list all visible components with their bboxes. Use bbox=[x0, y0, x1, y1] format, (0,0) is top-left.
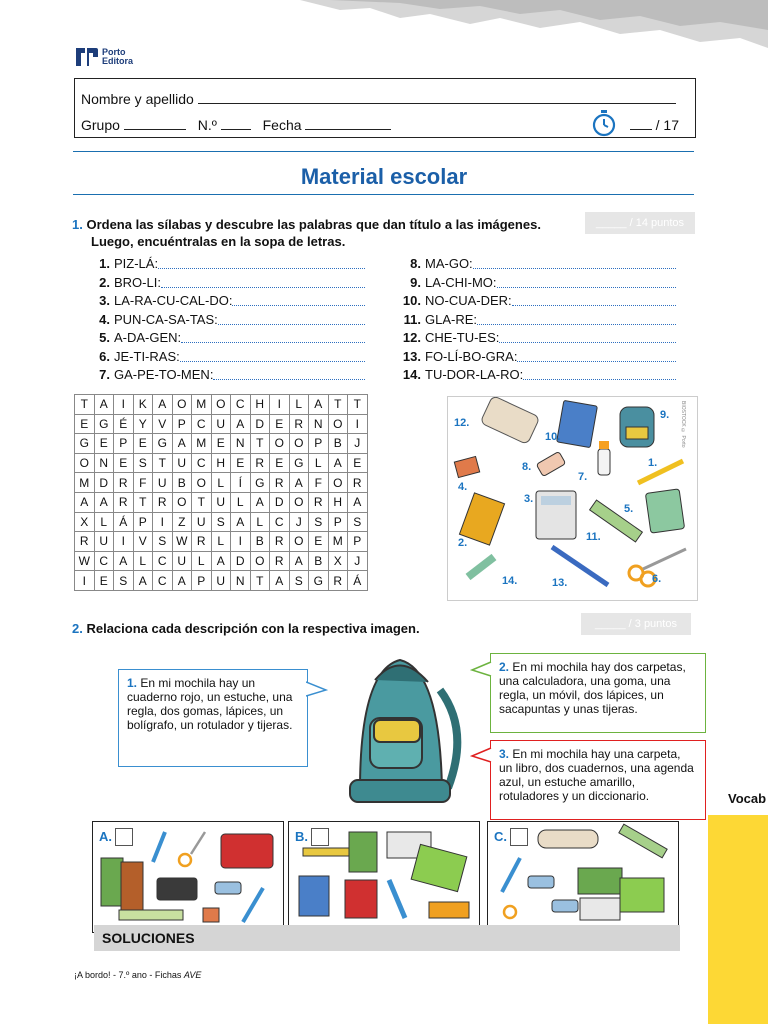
syllable-item-number: 14. bbox=[402, 367, 421, 382]
word-search-cell[interactable]: O bbox=[192, 473, 212, 493]
word-search-cell[interactable]: O bbox=[289, 492, 309, 512]
bubble2-text: En mi mochila hay dos carpetas, una calculadora, una goma, una regla, un móvil, dos lápices, un sacapuntas y unas tijeras. bbox=[499, 660, 686, 716]
title-rule-top bbox=[73, 151, 694, 152]
syllable-item-number: 2. bbox=[99, 274, 110, 290]
porto-editora-logo-icon bbox=[76, 48, 98, 66]
word-search-cell[interactable]: P bbox=[328, 512, 348, 532]
word-search-grid bbox=[74, 394, 368, 591]
exercise1-number: 1. bbox=[72, 217, 83, 232]
word-search-row bbox=[75, 532, 368, 552]
word-search-cell[interactable]: A bbox=[211, 551, 231, 571]
answer-line[interactable] bbox=[497, 275, 676, 288]
word-search-cell[interactable]: R bbox=[153, 492, 173, 512]
option-box-b bbox=[288, 821, 480, 933]
syllable-item bbox=[395, 275, 676, 294]
word-search-cell[interactable]: A bbox=[328, 453, 348, 473]
syllable-item bbox=[84, 256, 365, 275]
syllable-item-text: LA-RA-CU-CAL-DO: bbox=[114, 293, 233, 308]
word-search-cell[interactable]: O bbox=[75, 453, 95, 473]
word-search-cell[interactable]: J bbox=[348, 551, 368, 571]
word-search-row bbox=[75, 453, 368, 473]
exercise2-points-box[interactable]: _____ / 3 puntos bbox=[581, 613, 691, 635]
picture-label-4: 4. bbox=[458, 481, 468, 493]
answer-line[interactable] bbox=[158, 256, 365, 269]
option-box-c bbox=[487, 821, 679, 933]
word-search-cell[interactable]: N bbox=[231, 434, 251, 454]
word-search-cell[interactable]: A bbox=[153, 395, 173, 415]
name-label: Nombre y apellido bbox=[81, 91, 194, 107]
exercise1-text-line1: Ordena las sílabas y descubre las palabras que dan título a las imágenes. bbox=[86, 217, 541, 232]
word-search-cell[interactable]: A bbox=[172, 434, 192, 454]
word-search-cell[interactable]: E bbox=[75, 414, 95, 434]
word-search-cell[interactable]: U bbox=[172, 453, 192, 473]
word-search-cell[interactable]: T bbox=[133, 492, 153, 512]
word-search-row bbox=[75, 571, 368, 591]
footer-italic: AVE bbox=[183, 970, 202, 980]
word-search-cell[interactable]: T bbox=[250, 434, 270, 454]
word-search-cell[interactable]: L bbox=[192, 551, 212, 571]
word-search-cell[interactable]: H bbox=[211, 453, 231, 473]
syllable-item-text: LA-CHI-MO: bbox=[425, 274, 497, 290]
picture-label-3: 3. bbox=[524, 493, 534, 505]
number-label: N.º bbox=[197, 117, 217, 133]
publisher-logo bbox=[76, 48, 133, 66]
answer-line[interactable] bbox=[523, 367, 676, 380]
syllable-item-text: MA-GO: bbox=[425, 256, 473, 271]
word-search-cell[interactable]: E bbox=[94, 571, 114, 591]
picture-credit: BIOSTOCK © Porto bbox=[680, 401, 686, 448]
side-tab-label: Vocab bbox=[728, 791, 767, 806]
exercise2-text: Relaciona cada descripción con la respectiva imagen. bbox=[86, 621, 420, 636]
word-search-cell[interactable]: E bbox=[133, 434, 153, 454]
word-search-cell[interactable]: L bbox=[309, 453, 329, 473]
word-search-cell[interactable]: M bbox=[192, 395, 212, 415]
answer-line[interactable] bbox=[181, 330, 365, 343]
word-search-cell[interactable]: I bbox=[75, 571, 95, 591]
syllable-item bbox=[84, 312, 365, 331]
syllable-item bbox=[84, 275, 365, 294]
option-a-items bbox=[93, 822, 283, 932]
school-supplies-picture bbox=[447, 396, 698, 601]
exercise1-instructions bbox=[72, 216, 582, 250]
syllable-list-left bbox=[84, 256, 365, 386]
syllable-item-number: 3. bbox=[99, 293, 110, 308]
syllable-item-number: 8. bbox=[410, 256, 421, 271]
picture-label-11: 11. bbox=[586, 531, 601, 543]
word-search-cell[interactable]: B bbox=[309, 551, 329, 571]
word-search-cell[interactable]: D bbox=[94, 473, 114, 493]
word-search-cell[interactable]: L bbox=[231, 492, 251, 512]
group-label: Grupo bbox=[81, 117, 120, 133]
word-search-row bbox=[75, 395, 368, 415]
word-search-cell[interactable]: A bbox=[250, 492, 270, 512]
syllable-item bbox=[395, 312, 676, 331]
word-search-row bbox=[75, 414, 368, 434]
syllable-item bbox=[84, 349, 365, 368]
word-search-cell[interactable]: T bbox=[75, 395, 95, 415]
syllable-item bbox=[395, 367, 676, 386]
word-search-cell[interactable]: I bbox=[114, 532, 134, 552]
word-search-cell[interactable]: M bbox=[328, 532, 348, 552]
option-box-a bbox=[92, 821, 284, 933]
option-c-letter: C. bbox=[494, 829, 507, 845]
word-search-cell[interactable]: G bbox=[75, 434, 95, 454]
description-bubble-3 bbox=[490, 740, 706, 820]
word-search-cell[interactable]: K bbox=[133, 395, 153, 415]
word-search-cell[interactable]: I bbox=[114, 395, 134, 415]
syllable-item bbox=[395, 293, 676, 312]
exercise1-points-box[interactable]: _____ / 14 puntos bbox=[585, 212, 695, 234]
score-total: / 17 bbox=[655, 117, 679, 133]
word-search-cell[interactable]: U bbox=[211, 414, 231, 434]
word-search-cell[interactable]: T bbox=[192, 492, 212, 512]
score-area bbox=[630, 117, 679, 133]
word-search-cell[interactable]: C bbox=[231, 395, 251, 415]
page-title: Material escolar bbox=[300, 164, 468, 189]
word-search-cell[interactable]: C bbox=[270, 512, 290, 532]
word-search-cell[interactable]: N bbox=[309, 414, 329, 434]
word-search-cell[interactable]: I bbox=[231, 532, 251, 552]
exercise2-instructions bbox=[72, 620, 420, 637]
syllable-item-number: 7. bbox=[99, 367, 110, 382]
word-search-cell[interactable]: O bbox=[172, 395, 192, 415]
word-search-cell[interactable]: R bbox=[328, 571, 348, 591]
word-search-cell[interactable]: A bbox=[94, 492, 114, 512]
syllable-item bbox=[395, 256, 676, 275]
word-search-cell[interactable]: S bbox=[309, 512, 329, 532]
word-search-cell[interactable]: X bbox=[75, 512, 95, 532]
word-search-cell[interactable]: A bbox=[94, 395, 114, 415]
word-search-cell[interactable]: D bbox=[231, 551, 251, 571]
word-search-cell[interactable]: E bbox=[270, 453, 290, 473]
word-search-row bbox=[75, 512, 368, 532]
answer-line[interactable] bbox=[499, 330, 676, 343]
syllable-item bbox=[395, 349, 676, 368]
word-search-cell[interactable]: E bbox=[211, 434, 231, 454]
word-search-cell[interactable]: O bbox=[328, 414, 348, 434]
word-search-cell[interactable]: U bbox=[211, 492, 231, 512]
word-search-cell[interactable]: R bbox=[270, 532, 290, 552]
word-search-cell[interactable]: R bbox=[270, 551, 290, 571]
word-search-cell[interactable]: V bbox=[133, 532, 153, 552]
exercise1-points: / 14 puntos bbox=[629, 217, 685, 229]
word-search-cell[interactable]: Í bbox=[231, 473, 251, 493]
word-search-cell[interactable]: R bbox=[250, 453, 270, 473]
word-search-cell[interactable]: Z bbox=[172, 512, 192, 532]
word-search-cell[interactable]: W bbox=[172, 532, 192, 552]
group-row bbox=[81, 117, 391, 133]
word-search-cell[interactable]: H bbox=[328, 492, 348, 512]
word-search-cell[interactable]: A bbox=[289, 473, 309, 493]
option-b-letter: B. bbox=[295, 829, 308, 845]
word-search-cell[interactable]: R bbox=[114, 492, 134, 512]
side-tab-yellow bbox=[708, 815, 768, 1024]
word-search-cell[interactable]: L bbox=[289, 395, 309, 415]
word-search-cell[interactable]: P bbox=[114, 434, 134, 454]
word-search-cell[interactable]: O bbox=[250, 551, 270, 571]
name-field[interactable] bbox=[198, 91, 676, 104]
word-search-cell[interactable]: L bbox=[94, 512, 114, 532]
word-search-cell[interactable]: H bbox=[250, 395, 270, 415]
answer-line[interactable] bbox=[512, 293, 676, 306]
answer-line[interactable] bbox=[232, 293, 365, 306]
word-search-cell[interactable]: A bbox=[270, 571, 290, 591]
word-search-row bbox=[75, 434, 368, 454]
syllable-item-number: 9. bbox=[410, 274, 421, 290]
word-search-cell[interactable]: E bbox=[231, 453, 251, 473]
syllable-item-text: JE-TI-RAS: bbox=[114, 348, 180, 364]
bubble2-number: 2. bbox=[499, 660, 510, 674]
publisher-name-line1: Porto bbox=[102, 47, 126, 57]
word-search-cell[interactable]: S bbox=[153, 532, 173, 552]
syllable-item-number: 11. bbox=[403, 311, 421, 327]
syllable-item-number: 1. bbox=[99, 256, 110, 271]
option-b-items bbox=[289, 822, 479, 932]
word-search-cell[interactable]: M bbox=[192, 434, 212, 454]
syllable-item-text: GA-PE-TO-MEN: bbox=[114, 367, 214, 382]
word-search-cell[interactable]: L bbox=[211, 532, 231, 552]
solutions-label: SOLUCIONES bbox=[102, 930, 195, 946]
syllable-item-text: BRO-LI: bbox=[114, 274, 161, 290]
syllable-item-number: 10. bbox=[402, 293, 421, 308]
word-search-cell[interactable]: N bbox=[231, 571, 251, 591]
backpack-illustration bbox=[320, 640, 480, 810]
word-search-cell[interactable]: G bbox=[250, 473, 270, 493]
word-search-cell[interactable]: A bbox=[75, 492, 95, 512]
group-field[interactable] bbox=[124, 117, 186, 130]
description-bubble-2 bbox=[490, 653, 706, 733]
word-search-cell[interactable]: G bbox=[94, 414, 114, 434]
answer-line[interactable] bbox=[218, 312, 365, 325]
word-search-cell[interactable]: D bbox=[250, 414, 270, 434]
school-supplies-illustration bbox=[448, 397, 697, 600]
syllable-list-right bbox=[395, 256, 676, 386]
word-search-cell[interactable]: F bbox=[133, 473, 153, 493]
word-search-cell[interactable]: Y bbox=[133, 414, 153, 434]
word-search-cell[interactable]: É bbox=[114, 414, 134, 434]
word-search-cell[interactable]: C bbox=[94, 551, 114, 571]
word-search-cell[interactable]: R bbox=[270, 473, 290, 493]
exercise1-text-line2: Luego, encuéntralas en la sopa de letras. bbox=[91, 234, 346, 249]
word-search-cell[interactable]: E bbox=[114, 453, 134, 473]
word-search-cell[interactable]: I bbox=[348, 414, 368, 434]
bubble3-pointer bbox=[470, 746, 492, 766]
word-search-cell[interactable]: L bbox=[211, 473, 231, 493]
word-search-cell[interactable]: T bbox=[250, 571, 270, 591]
word-search-cell[interactable]: O bbox=[270, 434, 290, 454]
word-search-cell[interactable]: G bbox=[289, 453, 309, 473]
word-search-cell[interactable]: A bbox=[172, 571, 192, 591]
word-search-cell[interactable]: S bbox=[133, 453, 153, 473]
picture-label-14: 14. bbox=[502, 575, 518, 587]
date-label: Fecha bbox=[262, 117, 302, 133]
word-search-cell[interactable]: B bbox=[250, 532, 270, 552]
word-search-cell[interactable]: O bbox=[211, 395, 231, 415]
word-search-cell[interactable]: P bbox=[309, 434, 329, 454]
word-search-cell[interactable]: O bbox=[172, 492, 192, 512]
stopwatch-icon bbox=[591, 109, 617, 137]
word-search-cell[interactable]: U bbox=[94, 532, 114, 552]
word-search-cell[interactable]: R bbox=[289, 414, 309, 434]
word-search-cell[interactable]: E bbox=[270, 414, 290, 434]
word-search-cell[interactable]: P bbox=[133, 512, 153, 532]
word-search-cell[interactable]: P bbox=[172, 414, 192, 434]
syllable-item-number: 5. bbox=[99, 330, 110, 345]
word-search-cell[interactable]: A bbox=[348, 492, 368, 512]
picture-label-9: 9. bbox=[660, 409, 670, 421]
syllable-item-text: FO-LÍ-BO-GRA: bbox=[425, 348, 518, 364]
word-search-cell[interactable]: N bbox=[94, 453, 114, 473]
bubble3-number: 3. bbox=[499, 747, 510, 761]
word-search-cell[interactable]: B bbox=[172, 473, 192, 493]
picture-label-7: 7. bbox=[578, 471, 588, 483]
syllable-item-text: TU-DOR-LA-RO: bbox=[425, 367, 524, 382]
bubble3-text: En mi mochila hay una carpeta, un libro, dos cuadernos, una agenda azul, un estuche amarillo, rotuladores y un diccionario. bbox=[499, 747, 694, 803]
word-search-cell[interactable]: O bbox=[289, 532, 309, 552]
syllable-item bbox=[84, 367, 365, 386]
picture-label-2: 2. bbox=[458, 537, 468, 549]
word-search-cell[interactable]: W bbox=[75, 551, 95, 571]
word-search-cell[interactable]: O bbox=[289, 434, 309, 454]
word-search-cell[interactable]: U bbox=[153, 473, 173, 493]
word-search-cell[interactable]: A bbox=[289, 551, 309, 571]
word-search-cell[interactable]: G bbox=[153, 434, 173, 454]
word-search-row bbox=[75, 492, 368, 512]
answer-line[interactable] bbox=[517, 349, 676, 362]
answer-line[interactable] bbox=[477, 312, 676, 325]
syllable-item-text: CHE-TU-ES: bbox=[425, 330, 500, 345]
score-field[interactable] bbox=[630, 117, 652, 130]
picture-label-13: 13. bbox=[552, 577, 568, 589]
word-search-cell[interactable]: A bbox=[231, 512, 251, 532]
word-search-cell[interactable]: A bbox=[114, 551, 134, 571]
syllable-item bbox=[84, 330, 365, 349]
footer-text: ¡A bordo! - 7.º ano - Fichas bbox=[74, 970, 184, 980]
word-search-cell[interactable]: U bbox=[172, 551, 192, 571]
word-search-cell[interactable]: R bbox=[75, 532, 95, 552]
word-search-row bbox=[75, 551, 368, 571]
syllable-item-number: 12. bbox=[402, 330, 421, 345]
word-search-cell[interactable]: E bbox=[309, 532, 329, 552]
word-search-cell[interactable]: T bbox=[348, 395, 368, 415]
answer-line[interactable] bbox=[473, 256, 676, 269]
word-search-cell[interactable]: T bbox=[153, 453, 173, 473]
word-search-cell[interactable]: B bbox=[328, 434, 348, 454]
word-search-cell[interactable]: E bbox=[94, 434, 114, 454]
word-search-cell[interactable]: P bbox=[192, 571, 212, 591]
syllable-item-text: A-DA-GEN: bbox=[114, 330, 182, 345]
syllable-item-text: PIZ-LÁ: bbox=[114, 256, 159, 271]
picture-label-10: 10. bbox=[545, 431, 561, 443]
word-search-cell[interactable]: U bbox=[192, 512, 212, 532]
word-search-cell[interactable]: T bbox=[328, 395, 348, 415]
syllable-item-text: GLA-RE: bbox=[425, 311, 478, 327]
bubble2-pointer bbox=[470, 660, 492, 680]
syllable-item bbox=[84, 293, 365, 312]
student-info-box bbox=[74, 78, 696, 138]
picture-label-5: 5. bbox=[624, 503, 634, 515]
word-search-cell[interactable]: A bbox=[231, 414, 251, 434]
word-search-cell[interactable]: C bbox=[192, 414, 212, 434]
answer-line[interactable] bbox=[213, 367, 365, 380]
date-field[interactable] bbox=[305, 117, 391, 130]
bubble1-text: En mi mochila hay un cuaderno rojo, un estuche, una regla, dos gomas, lápices, un bolígrafo, un rotulador y tijeras. bbox=[127, 676, 293, 732]
number-field[interactable] bbox=[221, 117, 251, 130]
picture-label-6: 6. bbox=[652, 573, 662, 585]
word-search-cell[interactable]: R bbox=[114, 473, 134, 493]
word-search-cell[interactable]: R bbox=[309, 492, 329, 512]
word-search-cell[interactable]: M bbox=[75, 473, 95, 493]
syllable-item-number: 13. bbox=[402, 348, 421, 364]
word-search-cell[interactable]: J bbox=[348, 434, 368, 454]
word-search-cell[interactable]: S bbox=[114, 571, 134, 591]
word-search-cell[interactable]: C bbox=[192, 453, 212, 473]
word-search-cell[interactable]: J bbox=[289, 512, 309, 532]
word-search-cell[interactable]: A bbox=[133, 571, 153, 591]
word-search-cell[interactable]: D bbox=[270, 492, 290, 512]
bubble1-number: 1. bbox=[127, 676, 138, 690]
picture-label-1: 1. bbox=[648, 457, 658, 469]
word-search-cell[interactable]: C bbox=[153, 551, 173, 571]
word-search-cell[interactable]: S bbox=[348, 512, 368, 532]
word-search-cell[interactable]: O bbox=[328, 473, 348, 493]
word-search-cell[interactable]: S bbox=[211, 512, 231, 532]
syllable-item-text: NO-CUA-DER: bbox=[425, 293, 512, 308]
word-search-cell[interactable]: U bbox=[211, 571, 231, 591]
word-search-row bbox=[75, 473, 368, 493]
word-search-cell[interactable]: C bbox=[153, 571, 173, 591]
word-search-cell[interactable]: L bbox=[133, 551, 153, 571]
option-a-letter: A. bbox=[99, 829, 112, 845]
word-search-cell[interactable]: Á bbox=[114, 512, 134, 532]
picture-label-12: 12. bbox=[454, 417, 470, 429]
footer bbox=[74, 970, 201, 980]
name-row bbox=[81, 91, 676, 107]
exercise2-number: 2. bbox=[72, 621, 83, 636]
word-search-cell[interactable]: I bbox=[153, 512, 173, 532]
description-bubble-1 bbox=[118, 669, 308, 767]
word-search-cell[interactable]: Á bbox=[348, 571, 368, 591]
word-search-cell[interactable]: I bbox=[270, 395, 290, 415]
title-rule-bottom bbox=[73, 194, 694, 195]
answer-line[interactable] bbox=[180, 349, 365, 362]
answer-line[interactable] bbox=[161, 275, 365, 288]
solutions-bar bbox=[94, 925, 680, 951]
exercise2-points: / 3 puntos bbox=[628, 618, 677, 630]
word-search-cell[interactable]: R bbox=[348, 473, 368, 493]
option-c-items bbox=[488, 822, 678, 932]
word-search-cell[interactable]: X bbox=[328, 551, 348, 571]
word-search-cell[interactable]: S bbox=[289, 571, 309, 591]
word-search-cell[interactable]: F bbox=[309, 473, 329, 493]
word-search-cell[interactable]: G bbox=[309, 571, 329, 591]
syllable-item-number: 6. bbox=[99, 348, 110, 364]
syllable-item bbox=[395, 330, 676, 349]
word-search-cell[interactable]: L bbox=[250, 512, 270, 532]
word-search-cell[interactable]: V bbox=[153, 414, 173, 434]
publisher-name-line2: Editora bbox=[102, 56, 134, 66]
picture-label-8: 8. bbox=[522, 461, 532, 473]
word-search-cell[interactable]: E bbox=[348, 453, 368, 473]
syllable-item-number: 4. bbox=[99, 311, 110, 327]
syllable-item-text: PUN-CA-SA-TAS: bbox=[114, 311, 218, 327]
word-search-cell[interactable]: P bbox=[348, 532, 368, 552]
word-search-cell[interactable]: A bbox=[309, 395, 329, 415]
word-search-cell[interactable]: R bbox=[192, 532, 212, 552]
